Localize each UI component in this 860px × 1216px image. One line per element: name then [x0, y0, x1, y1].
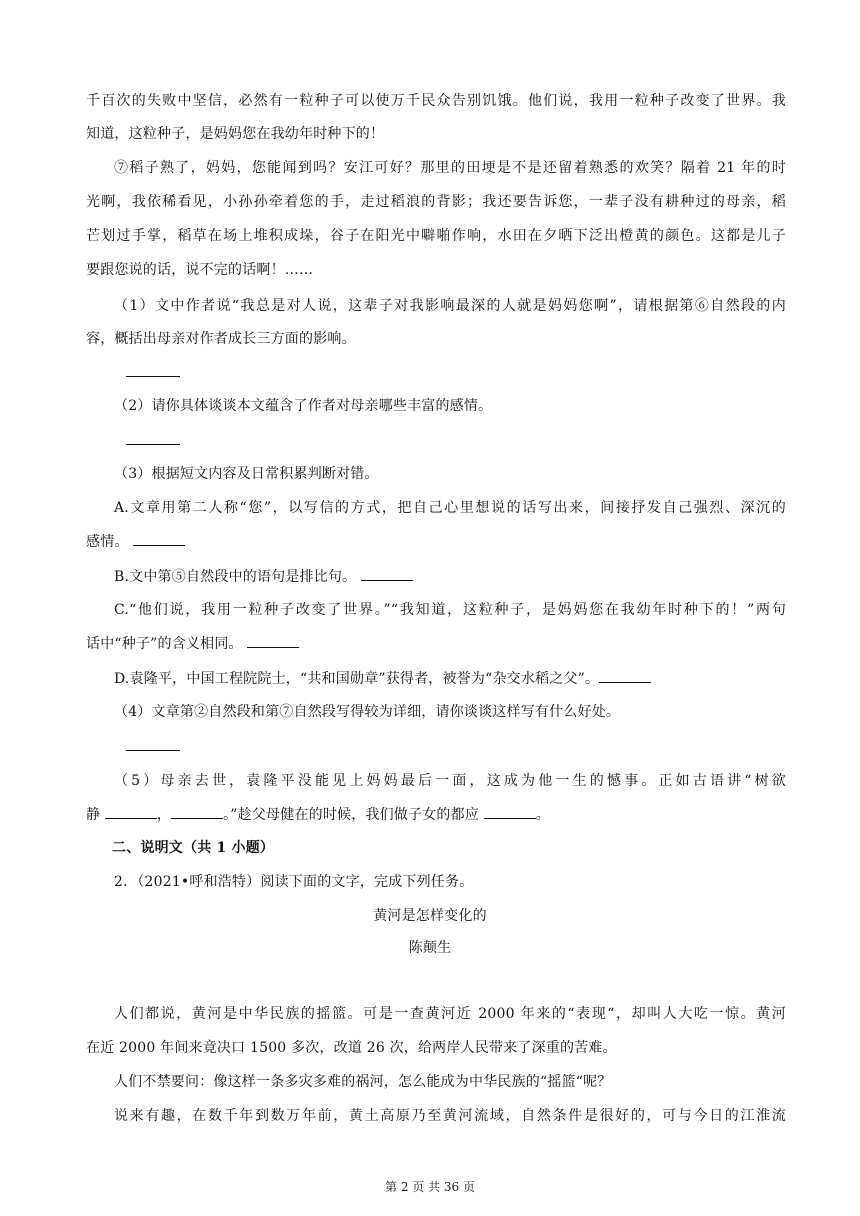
paragraph-line: 要跟您说的话，说不完的话啊！…… [86, 262, 314, 278]
statement-d: D.袁隆平，中国工程院院士，“共和国勋章”获得者，被誉为“杂交水稻之父”。 [114, 668, 814, 689]
statement-c-cont: 话中“种子”的含义相同。 [86, 633, 786, 654]
answer-blank-2[interactable] [126, 430, 826, 451]
paragraph-line: 芒划过手掌，稻草在场上堆积成垛，谷子在阳光中噼啪作响，水田在夕晒下泛出橙黄的颜色。这都是儿子 [86, 228, 786, 244]
answer-blank-1[interactable] [126, 362, 826, 383]
statement-a-cont: 感情。 [86, 531, 786, 552]
question-1: （1）文中作者说“我总是对人说，这辈子对我影响最深的人就是妈妈您啊”，请根据第⑥自然段的内 [114, 298, 786, 314]
article-paragraph: 人们不禁要问：像这样一条多灾多难的祸河，怎么能成为中华民族的“摇篮“呢？ [114, 1074, 612, 1090]
question-intro: 2．（2021•呼和浩特）阅读下面的文字，完成下列任务。 [114, 874, 474, 890]
article-paragraph: 说来有趣，在数千年到数万年前，黄土高原乃至黄河流域，自然条件是很好的，可与今日的江淮流 [114, 1108, 786, 1124]
article-paragraph-cont: 在近 2000 年间来竟决口 1500 多次，改道 26 次，给两岸人民带来了深重的苦难。 [86, 1040, 617, 1056]
answer-blank-5c[interactable] [484, 804, 536, 819]
statement-c: C.“他们说，我用一粒种子改变了世界。”“我知道，这粒种子，是妈妈您在我幼年时种下的！”两句 [114, 602, 786, 618]
question-3: （3）根据短文内容及日常积累判断对错。 [114, 466, 379, 482]
answer-blank-5b[interactable] [171, 804, 223, 819]
article-author: 陈颠生 [408, 940, 452, 956]
answer-blank-3a[interactable] [133, 531, 185, 546]
statement-b: B.文中第⑤自然段中的语句是排比句。 [114, 566, 814, 587]
paragraph-line: ⑦稻子熟了，妈妈，您能闻到吗？安江可好？那里的田埂是不是还留着熟悉的欢笑？隔着 21 年的时 [114, 160, 786, 176]
question-5-cont: 静 ， 。”趁父母健在的时候，我们做子女的都应 。 [86, 804, 786, 825]
paragraph-line: 知道，这粒种子，是妈妈您在我幼年时种下的！ [86, 126, 385, 142]
article-paragraph: 人们都说，黄河是中华民族的摇篮。可是一查黄河近 2000 年来的“表现“，却叫人大吃一惊。黄河 [114, 1006, 786, 1022]
answer-blank-4[interactable] [126, 736, 826, 757]
answer-blank-3c[interactable] [247, 633, 299, 648]
answer-blank-3d[interactable] [599, 668, 651, 683]
page-footer: 第 2 页 共 36 页 [385, 1180, 475, 1194]
section-heading: 二、说明文（共 1 小题） [112, 840, 275, 856]
statement-a: A.文章用第二人称“您”，以写信的方式，把自己心里想说的话写出来，间接抒发自己强烈、深沉的 [114, 500, 786, 516]
question-4: （4）文章第②自然段和第⑦自然段写得较为详细，请你谈谈这样写有什么好处。 [114, 704, 621, 720]
paragraph-line: 光啊，我依稀看见，小孙孙牵着您的手，走过稻浪的背影；我还要告诉您，一辈子没有耕种过的母亲，稻 [86, 194, 786, 210]
question-1-cont: 容，概括出母亲对作者成长三方面的影响。 [86, 331, 356, 347]
question-5: （5）母亲去世，袁隆平没能见上妈妈最后一面，这成为他一生的憾事。正如古语讲“树欲 [114, 773, 786, 789]
question-2: （2）请你具体谈谈本文蕴含了作者对母亲哪些丰富的感情。 [114, 398, 493, 414]
paragraph-line: 千百次的失败中坚信，必然有一粒种子可以使万千民众告别饥饿。他们说，我用一粒种子改变了世界。我 [86, 93, 786, 109]
answer-blank-3b[interactable] [361, 566, 413, 581]
answer-blank-5a[interactable] [105, 804, 157, 819]
article-title: 黄河是怎样变化的 [373, 908, 487, 924]
